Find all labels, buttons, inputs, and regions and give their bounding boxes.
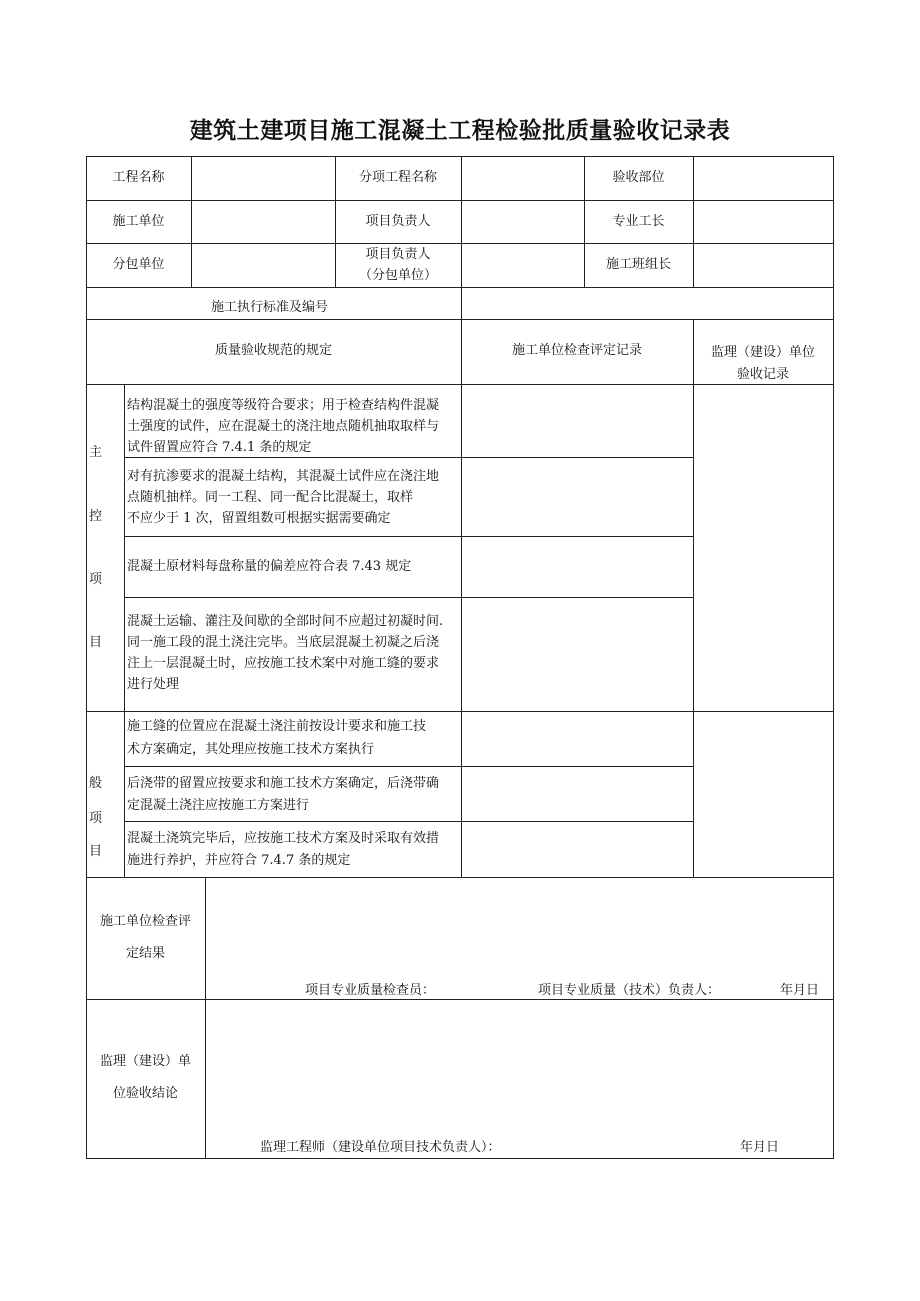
- table-rule: [693, 319, 694, 877]
- main-item-line: 注上一层混凝土时，应按施工技术案中对施工缝的要求: [127, 656, 440, 671]
- table-rule: [86, 156, 87, 1159]
- column-supervision: 监理（建设）单位: [710, 345, 815, 360]
- label-project-manager-sub-note: （分包单位）: [358, 268, 437, 283]
- unit-result-label-2: 定结果: [125, 946, 165, 961]
- general-item-line: 施工缝的位置应在混凝土浇注前按设计要求和施工技: [127, 719, 427, 734]
- table-rule: [205, 877, 206, 1159]
- main-item-line: 同一施工段的混土浇注完毕。当底层混凝土初凝之后浇: [127, 635, 440, 650]
- table-rule: [86, 999, 834, 1000]
- table-rule: [124, 766, 693, 767]
- table-rule: [124, 384, 125, 877]
- table-rule: [86, 287, 834, 288]
- table-rule: [461, 156, 462, 877]
- label-project-manager: 项目负责人: [365, 214, 431, 229]
- label-foreman: 专业工长: [612, 214, 665, 229]
- table-rule: [86, 711, 834, 712]
- general-item-line: 定混凝土浇注应按施工方案进行: [127, 798, 310, 813]
- quality-inspector-signature: 项目专业质量检查员：: [305, 983, 436, 998]
- main-item-line: 点随机抽样。同一工程、同一配合比混凝土，取样: [127, 490, 414, 505]
- label-standard: 施工执行标准及编号: [211, 300, 329, 315]
- main-item-line: 进行处理: [127, 677, 180, 692]
- table-rule: [191, 156, 192, 287]
- main-control-label-char: 目: [89, 635, 103, 650]
- main-item-line: 结构混凝土的强度等级符合要求；用于检查结构件混凝: [127, 398, 440, 413]
- main-item-line: 对有抗渗要求的混凝土结构，其混凝土试件应在浇注地: [127, 469, 440, 484]
- general-label-char: 般: [89, 776, 103, 791]
- main-control-label-char: 项: [89, 572, 103, 587]
- general-label-char: 目: [89, 844, 103, 859]
- general-item-line: 后浇带的留置应按要求和施工技术方案确定，后浇带确: [127, 776, 440, 791]
- label-project-manager-sub: 项目负责人: [365, 247, 431, 262]
- document-title: 建筑土建项目施工混凝土工程检验批质量验收记录表: [189, 118, 731, 144]
- main-item-line: 不应少于 1 次，留置组数可根据实据需要确定: [127, 511, 391, 526]
- main-item-line: 土强度的试件，应在混凝土的浇注地点随机抽取取样与: [127, 419, 440, 434]
- label-acceptance-part: 验收部位: [612, 170, 665, 185]
- label-sub-project-name: 分项工程名称: [358, 170, 437, 185]
- column-unit-check: 施工单位检查评定记录: [511, 343, 642, 358]
- table-rule: [86, 200, 834, 201]
- column-rules: 质量验收规范的规定: [214, 343, 332, 358]
- supervision-result-date: 年月日: [740, 1140, 780, 1155]
- label-subcontract-unit: 分包单位: [112, 257, 165, 272]
- quality-tech-lead-signature: 项目专业质量（技术）负责人：: [538, 983, 721, 998]
- table-rule: [86, 319, 834, 320]
- table-rule: [86, 877, 834, 878]
- unit-result-label: 施工单位检查评: [99, 914, 191, 929]
- main-control-label-char: 主: [89, 445, 103, 460]
- table-rule: [124, 597, 693, 598]
- main-item-line: 试件留置应符合 7.4.1 条的规定: [127, 440, 312, 455]
- table-rule: [833, 156, 834, 1159]
- supervising-engineer-signature: 监理工程师（建设单位项目技术负责人）：: [260, 1140, 501, 1155]
- general-item-line: 术方案确定，其处理应按施工技术方案执行: [127, 742, 375, 757]
- table-rule: [124, 821, 693, 822]
- label-team-leader: 施工班组长: [605, 257, 671, 272]
- column-supervision-record: 验收记录: [736, 367, 789, 382]
- main-item-line: 混凝土原材料每盘称量的偏差应符合表 7.43 规定: [127, 559, 412, 574]
- label-construction-unit: 施工单位: [112, 214, 165, 229]
- supervision-result-label: 监理（建设）单: [99, 1054, 191, 1069]
- main-control-label-char: 控: [89, 509, 103, 524]
- general-item-line: 混凝土浇筑完毕后，应按施工技术方案及时采取有效措: [127, 831, 440, 846]
- general-item-line: 施进行养护，并应符合 7.4.7 条的规定: [127, 853, 351, 868]
- label-project-name: 工程名称: [112, 170, 165, 185]
- general-label-char: 项: [89, 811, 103, 826]
- unit-result-date: 年月日: [780, 983, 820, 998]
- table-rule: [86, 156, 834, 157]
- main-item-line: 混凝土运输、灌注及间歇的全部时间不应超过初凝时间.: [127, 614, 444, 629]
- table-rule: [693, 156, 694, 287]
- supervision-result-label-2: 位验收结论: [112, 1086, 178, 1101]
- table-rule: [124, 536, 693, 537]
